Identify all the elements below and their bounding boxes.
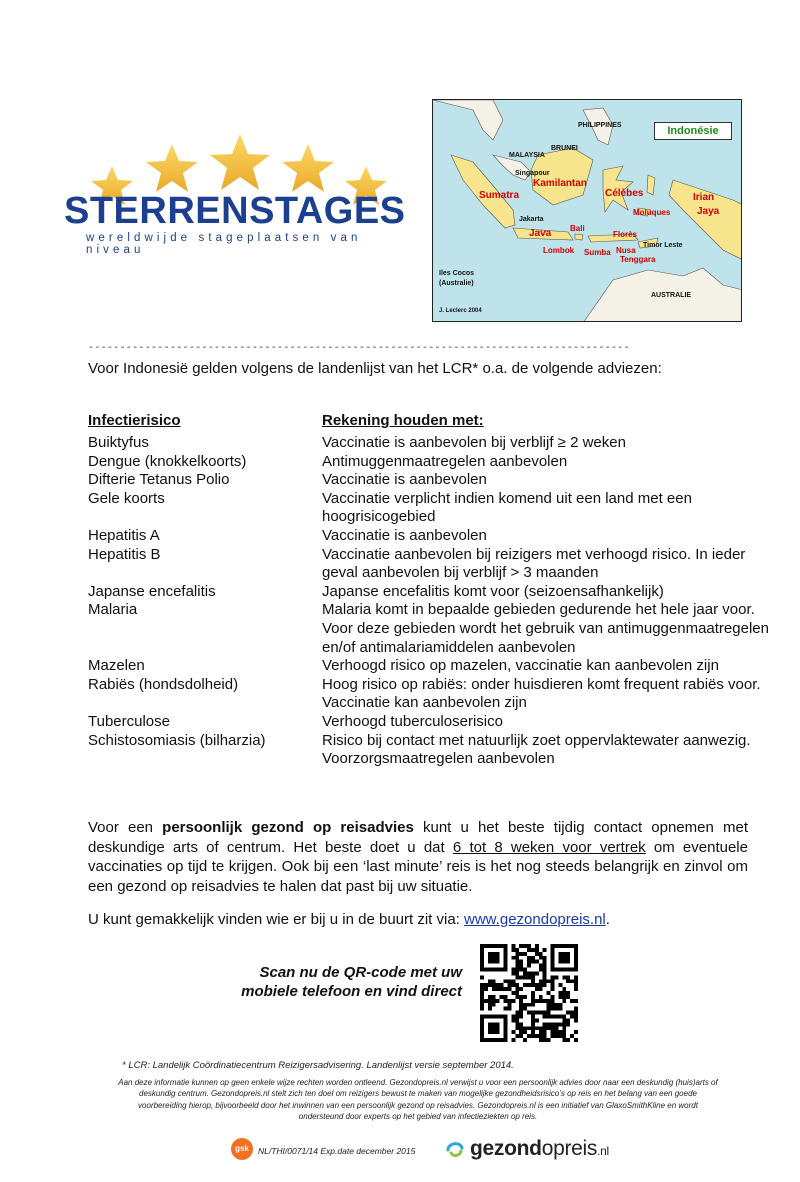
advice-paragraph: [88, 818, 748, 896]
infection-name: Buiktyfus: [88, 434, 149, 451]
document-code: NL/THI/0071/14 Exp.date december 2015: [258, 1146, 416, 1156]
gezondopreis-logo: [444, 1134, 609, 1164]
logo-subtitle: wereldwijde stageplaatsen van niveau: [86, 232, 362, 256]
infection-name: Malaria: [88, 601, 138, 619]
table-row: [88, 601, 778, 657]
infection-advice: Japanse encefalitis komt voor (seizoensafhankelijk): [322, 582, 664, 600]
footnote-lcr: * LCR: Landelijk Coördinatiecentrum Reizigersadvisering. Landenlijst versie september 2014.: [122, 1060, 514, 1071]
table-row: [88, 546, 778, 583]
infection-name: Hepatitis A: [88, 526, 160, 544]
link-paragraph-text: U kunt gemakkelijk vinden wie er bij u in de buurt zit via:: [88, 911, 465, 928]
infection-name: Mazelen: [88, 657, 145, 675]
infection-advice: Vaccinatie is aanbevolen bij verblijf ≥ 2 weken: [322, 434, 626, 451]
map-label-tenggara: Tenggara: [620, 255, 656, 264]
brand-part-a: gezond: [470, 1137, 542, 1160]
infection-advice: Verhoogd risico op mazelen, vaccinatie kan aanbevolen zijn: [322, 657, 719, 675]
indonesia-map: [432, 99, 742, 322]
table-row: [88, 732, 778, 769]
map-label-irian: Irian: [693, 192, 715, 203]
infection-name: Difterie Tetanus Polio: [88, 471, 230, 489]
map-label-kalimantan: Kamilantan: [533, 178, 587, 189]
table-row: [88, 713, 778, 732]
map-label-malaysia: MALAYSIA: [509, 152, 545, 159]
advice-text-mid: kunt u het beste tijdig contact opnemen met deskundige arts of centrum. Het beste doet u dat: [88, 819, 748, 856]
table-row: [88, 527, 778, 546]
map-label-timor: Timor Leste: [643, 242, 683, 249]
map-label-nusa: Nusa: [616, 246, 636, 255]
map-label-bali: Bali: [570, 224, 585, 233]
infection-name: Dengue (knokkelkoorts): [88, 452, 247, 470]
infection-advice: Vaccinatie is aanbevolen: [322, 471, 487, 489]
logo-title: STERRENSTAGES: [64, 190, 406, 232]
column-header-advice: Rekening houden met:: [322, 412, 484, 429]
map-label-brunei: BRUNEI: [551, 145, 578, 152]
brand-part-c: .nl: [597, 1144, 609, 1158]
divider: --------------------------------------------------------------------------------------: [88, 343, 630, 354]
brand-part-b: opreis: [541, 1137, 598, 1160]
column-header-risk: Infectierisico: [88, 412, 181, 429]
map-title: Indonésie: [654, 122, 732, 140]
map-label-philippines: PHILIPPINES: [578, 122, 622, 129]
infection-name: Gele koorts: [88, 489, 165, 507]
infection-advice: Vaccinatie is aanbevolen: [322, 526, 487, 544]
map-label-cocos-sub: (Australie): [439, 280, 474, 287]
sterrenstages-logo: [60, 128, 406, 256]
table-row: [88, 434, 778, 453]
map-label-sumatra: Sumatra: [479, 190, 520, 201]
infection-name: Hepatitis B: [88, 545, 161, 563]
link-paragraph: [88, 910, 748, 930]
infection-name: Japanse encefalitis: [88, 582, 216, 600]
map-label-singapour: Singapour: [515, 170, 550, 177]
infection-advice: Vaccinatie aanbevolen bij reizigers met verhoogd risico. In ieder geval aanbevolen bij verblijf > 3 maanden: [322, 545, 746, 582]
infection-advice: Verhoogd tuberculoserisico: [322, 712, 503, 730]
infection-name: Schistosomiasis (bilharzia): [88, 731, 266, 749]
map-label-moluques: Moluques: [633, 208, 671, 217]
scan-instruction: [192, 963, 462, 1001]
map-label-flores: Florès: [613, 230, 638, 239]
risk-table: [88, 434, 778, 769]
advice-text-start: Voor een: [88, 819, 163, 836]
map-label-jakarta: Jakarta: [519, 216, 544, 223]
map-label-sumba: Sumba: [584, 248, 611, 257]
table-row: [88, 583, 778, 602]
map-credit: J. Leclerc 2004: [439, 308, 482, 314]
intro-text: Voor Indonesië gelden volgens de landenlijst van het LCR* o.a. de volgende adviezen:: [88, 360, 662, 377]
link-paragraph-end: .: [605, 911, 610, 928]
advice-text-bold: persoonlijk gezond op reisadvies: [162, 819, 414, 836]
map-label-australie: AUSTRALIE: [651, 292, 692, 299]
gsk-logo: gsk: [231, 1138, 253, 1160]
infection-advice: Vaccinatie verplicht indien komend uit een land met een hoogrisicogebied: [322, 489, 692, 526]
advice-text-end: om eventuele vaccinaties op tijd te krijgen. Ook bij een ‘last minute’ reis is het nog steeds belangrijk en zinvol om een gezond op reisadvies te halen dat past bij uw situatie.: [88, 838, 748, 895]
advice-text-underline: 6 tot 8 weken voor vertrek: [452, 838, 646, 856]
table-row: [88, 676, 778, 713]
gezondopreis-link[interactable]: www.gezondopreis.nl: [464, 911, 606, 928]
map-label-jaya: Jaya: [697, 206, 720, 217]
infection-advice: Antimuggenmaatregelen aanbevolen: [322, 452, 568, 470]
infection-name: Tuberculose: [88, 712, 170, 730]
scan-line-1: Scan nu de QR-code met uw: [259, 964, 462, 981]
scan-line-2: mobiele telefoon en vind direct: [241, 983, 462, 1000]
disclaimer-text: Aan deze informatie kunnen op geen enkele wijze rechten worden ontleend. Gezondopreis.nl verwijst u voor een persoonlijk advies door naar een deskundig (huis)arts of deskundig centrum. Gezondopreis.nl stelt zich ten doel om reizigers bewust te maken van mogelijke gezondheidsrisico’s op reis en het belang van een goede voorbereiding hierop, bijvoorbeeld door het inwinnen van een persoonlijk gezond op reisadvies. Gezondopreis.nl is een initiatief van GlaxoSmithKline en wordt ondersteund door experts op het gebied van infectieziekten op reis.: [118, 1078, 718, 1122]
table-row: [88, 453, 778, 472]
suitcase-icon: [444, 1138, 466, 1160]
infection-advice: Malaria komt in bepaalde gebieden gedurende het hele jaar voor. Voor deze gebieden wordt het gebruik van antimuggenmaatregelen en/of antimalariamiddelen aanbevolen: [322, 601, 769, 656]
map-label-java: Java: [529, 228, 552, 239]
table-row: [88, 490, 778, 527]
qr-code[interactable]: [480, 944, 578, 1042]
table-row: [88, 657, 778, 676]
infection-name: Rabiës (hondsdolheid): [88, 675, 239, 693]
infection-advice: Hoog risico op rabiës: onder huisdieren komt frequent rabiës voor. Vaccinatie kan aanbevolen zijn: [322, 675, 761, 712]
map-label-cocos: Iles Cocos: [439, 270, 475, 277]
map-label-celebes: Célèbes: [605, 188, 644, 199]
infection-advice: Risico bij contact met natuurlijk zoet oppervlaktewater aanwezig. Voorzorgsmaatregelen aanbevolen: [322, 731, 751, 768]
map-label-lombok: Lombok: [543, 246, 575, 255]
table-row: [88, 471, 778, 490]
